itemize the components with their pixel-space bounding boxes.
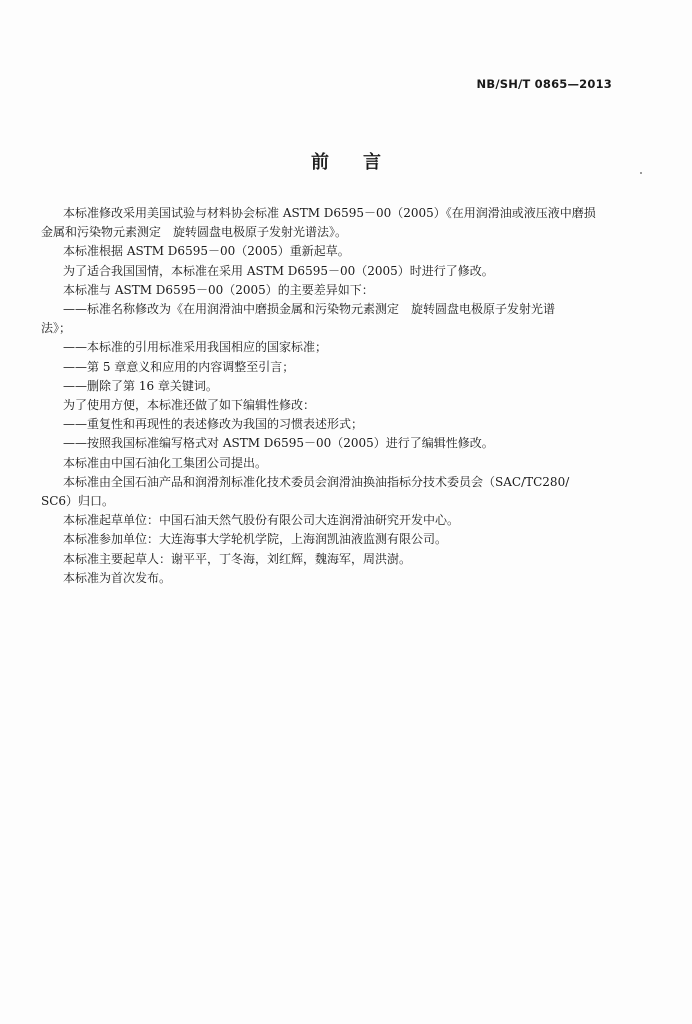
paragraph-line: 为了适合我国国情，本标准在采用 ASTM D6595－00（2005）时进行了修改。 <box>63 263 494 278</box>
paragraph-line: 本标准与 ASTM D6595－00（2005）的主要差异如下： <box>63 282 374 297</box>
paragraph-line: 本标准由中国石油化工集团公司提出。 <box>63 455 268 470</box>
paragraph-line: 本标准参加单位：大连海事大学轮机学院，上海润凯油液监测有限公司。 <box>63 532 448 547</box>
paragraph-line: 法》； <box>41 321 72 336</box>
document-code: NB/SH/T 0865—2013 <box>476 77 612 91</box>
list-item: ——重复性和再现性的表述修改为我国的习惯表述形式； <box>63 417 364 432</box>
paragraph-line: 本标准由全国石油产品和润滑剂标准化技术委员会润滑油换油指标分技术委员会（SAC/TC280/ <box>63 474 570 489</box>
paragraph-line: 本标准根据 ASTM D6595－00（2005）重新起草。 <box>63 244 350 259</box>
paragraph-line: 金属和污染物元素测定 旋转圆盘电极原子发射光谱法》。 <box>41 225 348 240</box>
paragraph-line: 为了使用方便，本标准还做了如下编辑性修改： <box>63 398 316 413</box>
list-item: ——按照我国标准编写格式对 ASTM D6595－00（2005）进行了编辑性修改。 <box>63 436 494 451</box>
list-item: ——删除了第 16 章关键词。 <box>63 378 218 393</box>
paragraph-line: 本标准为首次发布。 <box>63 570 172 585</box>
paragraph-line: 本标准主要起草人：谢平平，丁冬海，刘红辉，魏海军，周洪澍。 <box>63 551 412 566</box>
list-item: ——标准名称修改为《在用润滑油中磨损金属和污染物元素测定 旋转圆盘电极原子发射光谱 <box>63 302 556 317</box>
paragraph-line: 本标准修改采用美国试验与材料协会标准 ASTM D6595－00（2005）《在用润滑油或液压液中磨损 <box>63 206 596 220</box>
foreword-body <box>41 204 619 588</box>
page-title: 前言 <box>311 152 415 173</box>
paragraph-line: 本标准起草单位：中国石油天然气股份有限公司大连润滑油研究开发中心。 <box>63 513 460 528</box>
list-item: ——本标准的引用标准采用我国相应的国家标准； <box>63 340 328 355</box>
list-item: ——第 5 章意义和应用的内容调整至引言； <box>63 359 295 374</box>
paragraph-line: SC6）归口。 <box>41 494 115 509</box>
